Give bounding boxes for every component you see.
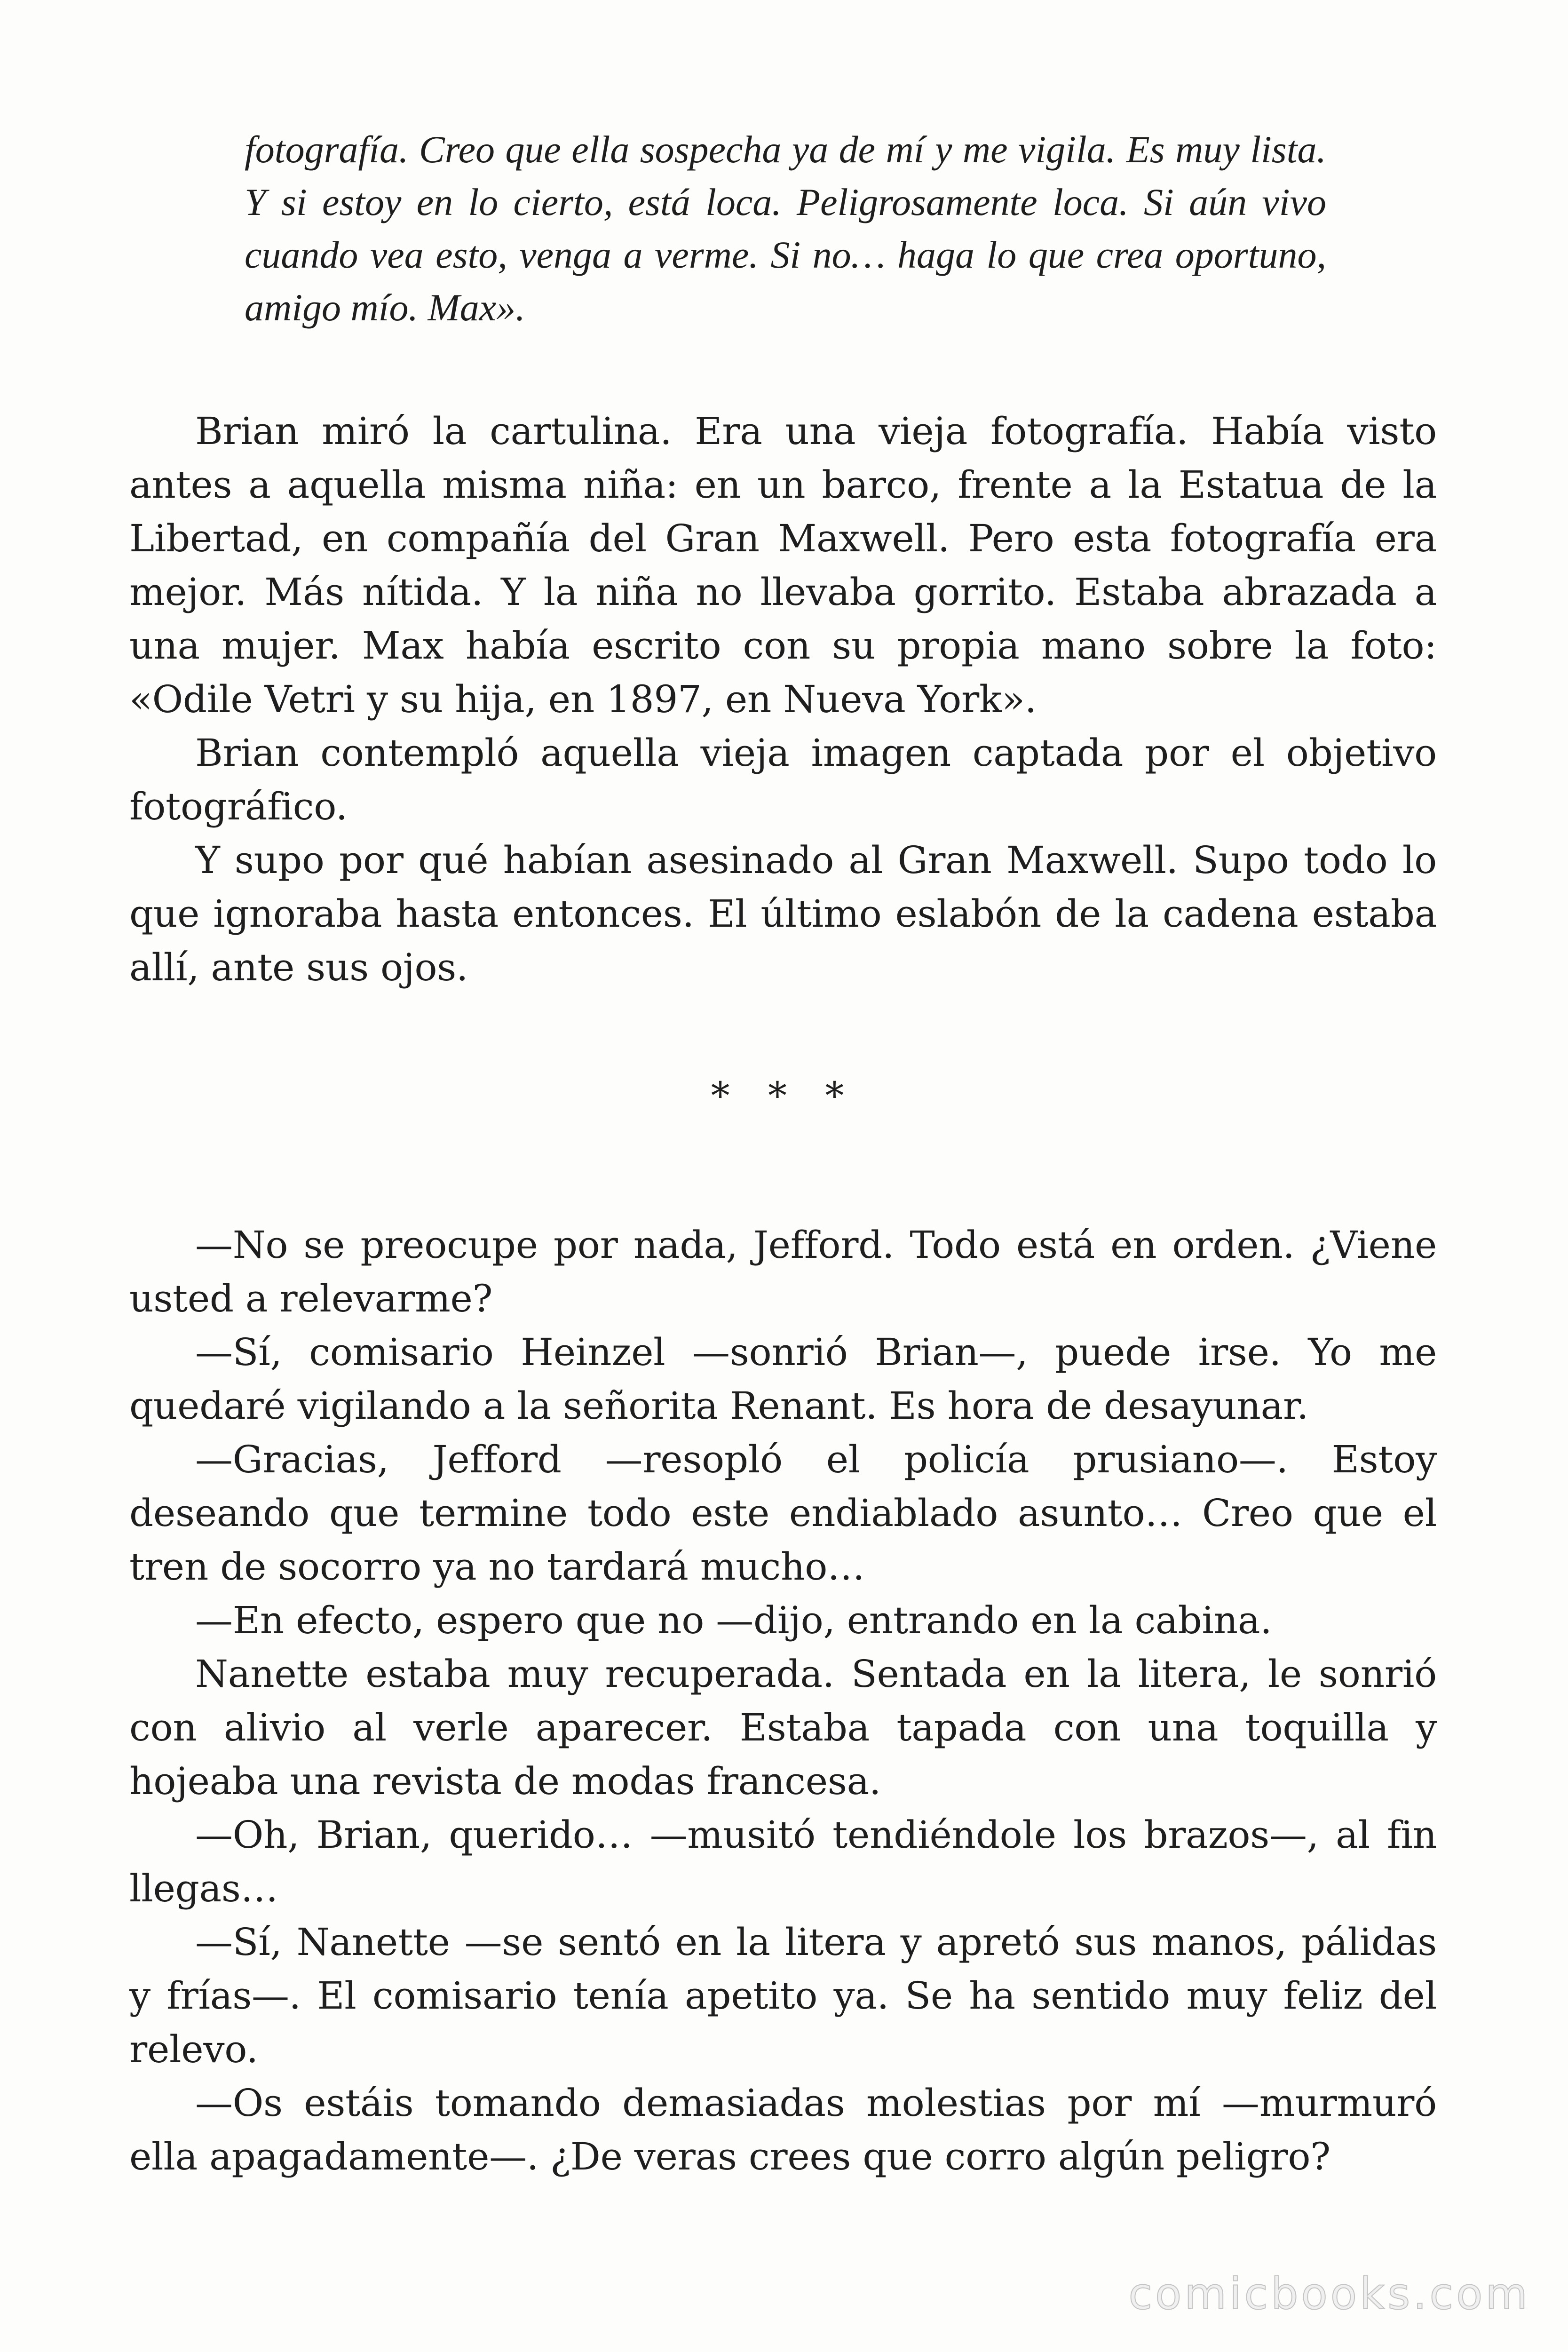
paragraph: —Os estáis tomando demasiadas molestias por mí —murmuró ella apagadamente—. ¿De veras crees que corro algún peligro? xyxy=(129,2081,1437,2178)
paragraph: —Oh, Brian, querido… —musitó tendiéndole los brazos—, al fin llegas… xyxy=(129,1813,1437,1910)
paragraph: —Sí, Nanette —se sentó en la litera y apretó sus manos, pálidas y frías—. El comisario tenía apetito ya. Se ha sentido muy feliz del relevo. xyxy=(129,1920,1437,2071)
letter-quote xyxy=(245,123,1326,334)
paragraph: —Gracias, Jefford —resopló el policía prusiano—. Estoy deseando que termine todo este endiablado asunto… Creo que el tren de socorro ya no tardará mucho… xyxy=(129,1438,1437,1589)
paragraph: Brian miró la cartulina. Era una vieja fotografía. Había visto antes a aquella misma niña: en un barco, frente a la Estatua de la Libertad, en compañía del Gran Maxwell. Pero esta fotografía era mejor. Más nítida. Y la niña no llevaba gorrito. Estaba abrazada a una mujer. Max había escrito con su propia mano sobre la foto: «Odile Vetri y su hija, en 1897, en Nueva York». xyxy=(129,409,1437,721)
paragraph: —Sí, comisario Heinzel —sonrió Brian—, puede irse. Yo me quedaré vigilando a la señorita Renant. Es hora de desayunar. xyxy=(129,1330,1437,1428)
paragraph: —No se preocupe por nada, Jefford. Todo está en orden. ¿Viene usted a relevarme? xyxy=(129,1223,1437,1320)
watermark: comicbooks.com xyxy=(1128,2269,1530,2319)
quote-text: fotografía. Creo que ella sospecha ya de mí y me vigila. Es muy lista. Y si estoy en lo cierto, está loca. Peligrosamente loca. Si aún vivo cuando vea esto, venga a verme. Si no… haga lo que crea oportuno, amigo mío. Max». xyxy=(245,128,1326,329)
narrative-section-1 xyxy=(129,405,1437,994)
paragraph: Y supo por qué habían asesinado al Gran Maxwell. Supo todo lo que ignoraba hasta entonces. El último eslabón de la cadena estaba allí, ante sus ojos. xyxy=(129,838,1437,989)
paragraph: Brian contempló aquella vieja imagen captada por el objetivo fotográfico. xyxy=(129,731,1437,828)
narrative-section-2 xyxy=(129,1218,1437,2184)
scene-separator: * * * xyxy=(711,1074,857,1118)
paragraph: —En efecto, espero que no —dijo, entrando en la cabina. xyxy=(195,1598,1272,1642)
paragraph: Nanette estaba muy recuperada. Sentada en la litera, le sonrió con alivio al verle aparecer. Estaba tapada con una toquilla y hojeaba una revista de modas francesa. xyxy=(129,1652,1437,1803)
